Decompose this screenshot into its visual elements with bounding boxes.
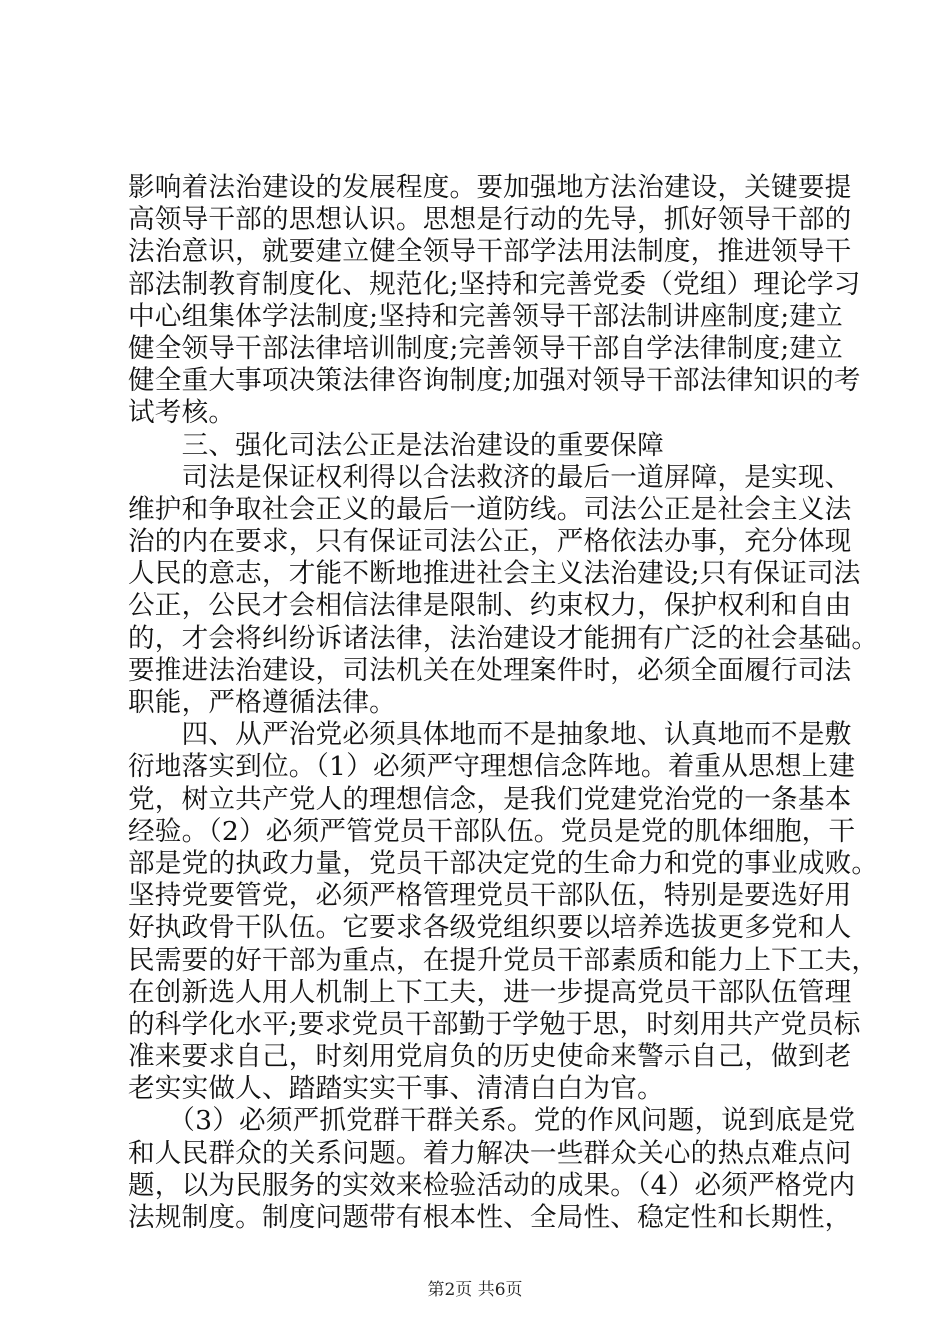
text-line: 健全重大事项决策法律咨询制度;加强对领导干部法律知识的考 (128, 365, 861, 397)
text-line: 的科学化水平;要求党员干部勤于学勉于思，时刻用共产党员标 (128, 1008, 861, 1040)
text-line: 经验。（2）必须严管党员干部队伍。党员是党的肌体细胞，干 (128, 815, 856, 847)
text-line: 试考核。 (128, 397, 236, 429)
text-line: （3）必须严抓党群干群关系。党的作风问题，说到底是党 (128, 1105, 856, 1137)
text-line: 中心组集体学法制度;坚持和完善领导干部法制讲座制度;建立 (128, 300, 843, 332)
page-footer: 第2页 共6页 (427, 1280, 523, 1300)
text-line: 司法是保证权利得以合法救济的最后一道屏障，是实现、 (128, 461, 852, 493)
text-line: 在创新选人用人机制上下工夫，进一步提高党员干部队伍管理 (128, 976, 852, 1008)
text-line: 健全领导干部法律培训制度;完善领导干部自学法律制度;建立 (128, 332, 843, 364)
text-line: 三、强化司法公正是法治建设的重要保障 (128, 429, 664, 461)
text-line: 党，树立共产党人的理想信念，是我们党建党治党的一条基本 (128, 783, 852, 815)
text-line: 坚持党要管党，必须严格管理党员干部队伍，特别是要选好用 (128, 880, 852, 912)
text-line: 四、从严治党必须具体地而不是抽象地、认真地而不是敷 (128, 719, 852, 751)
text-line: 要推进法治建设，司法机关在处理案件时，必须全面履行司法 (128, 654, 852, 686)
text-line: 人民的意志，才能不断地推进社会主义法治建设;只有保证司法 (128, 558, 861, 590)
text-line: 准来要求自己，时刻用党肩负的历史使命来警示自己，做到老 (128, 1041, 852, 1073)
text-line: 高领导干部的思想认识。思想是行动的先导，抓好领导干部的 (128, 204, 852, 236)
text-line: 好执政骨干队伍。它要求各级党组织要以培养选拔更多党和人 (128, 912, 852, 944)
text-line: 法治意识，就要建立健全领导干部学法用法制度，推进领导干 (128, 236, 852, 268)
text-line: 部是党的执政力量，党员干部决定党的生命力和党的事业成败。 (128, 847, 879, 879)
text-line: 民需要的好干部为重点，在提升党员干部素质和能力上下工夫， (128, 944, 879, 976)
text-line: 公正，公民才会相信法律是限制、约束权力，保护权利和自由 (128, 590, 852, 622)
text-line: 维护和争取社会正义的最后一道防线。司法公正是社会主义法 (128, 493, 852, 525)
document-body (128, 172, 879, 1234)
text-line: 的，才会将纠纷诉诸法律，法治建设才能拥有广泛的社会基础。 (128, 622, 879, 654)
text-line: 衍地落实到位。（1）必须严守理想信念阵地。着重从思想上建 (128, 751, 856, 783)
text-line: 影响着法治建设的发展程度。要加强地方法治建设，关键要提 (128, 172, 852, 203)
text-line: 部法制教育制度化、规范化;坚持和完善党委（党组）理论学习 (128, 268, 861, 300)
text-line: 法规制度。制度问题带有根本性、全局性、稳定性和长期性， (128, 1202, 852, 1233)
text-line: 治的内在要求，只有保证司法公正，严格依法办事，充分体现 (128, 526, 852, 558)
text-line: 题，以为民服务的实效来检验活动的成果。（4）必须严格党内 (128, 1169, 856, 1201)
text-line: 和人民群众的关系问题。着力解决一些群众关心的热点难点问 (128, 1137, 852, 1169)
text-line: 职能，严格遵循法律。 (128, 687, 396, 718)
text-line: 老实实做人、踏踏实实干事、清清白白为官。 (128, 1073, 664, 1105)
